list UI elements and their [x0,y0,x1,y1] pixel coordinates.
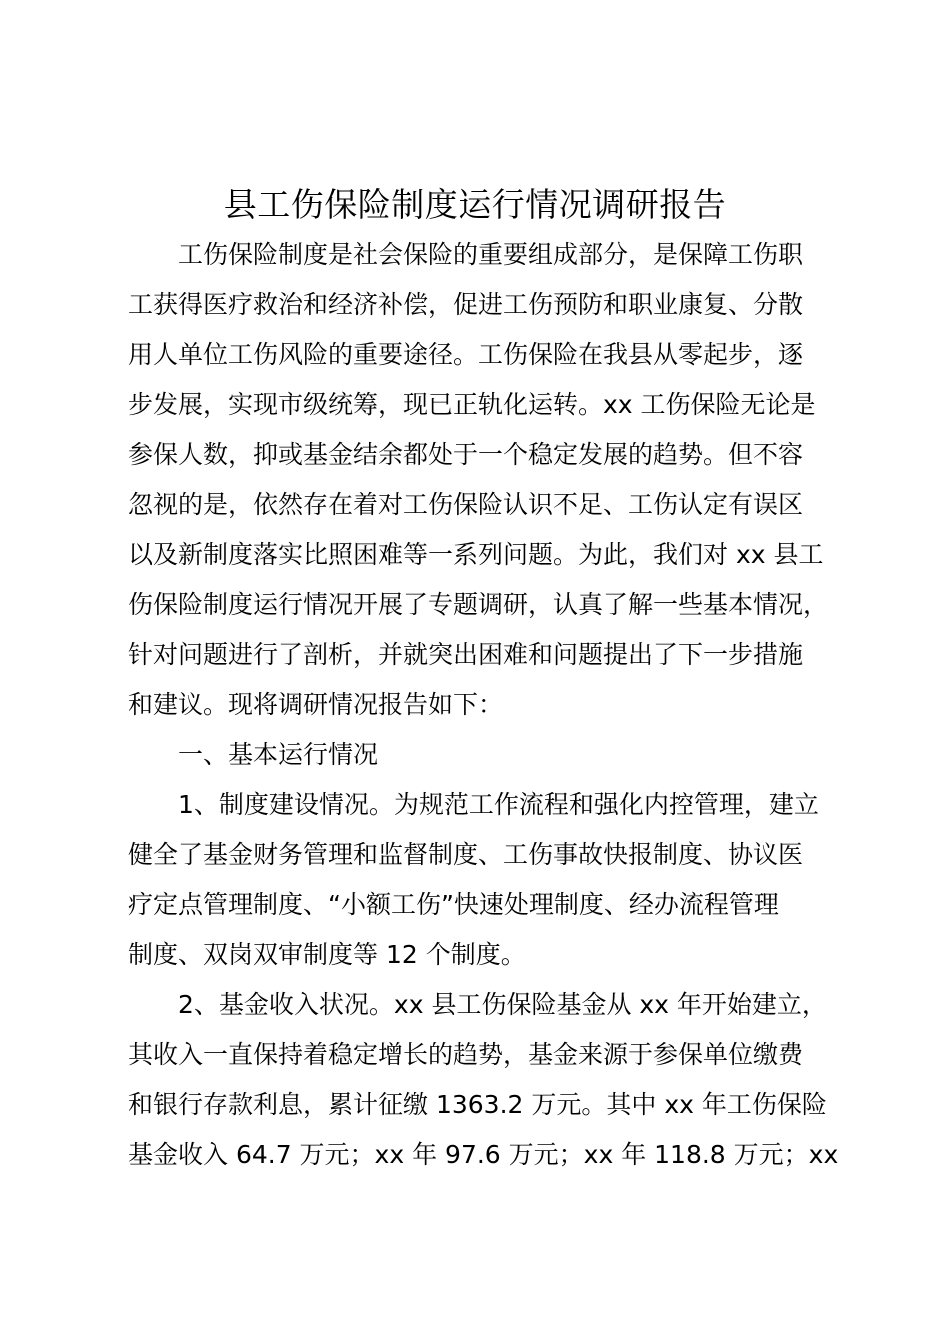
paragraph-line: 基金收入 64.7 万元；xx 年 97.6 万元；xx 年 118.8 万元；xx [128,1140,839,1169]
paragraph-line: 参保人数，抑或基金结余都处于一个稳定发展的趋势。但不容 [128,440,804,469]
paragraph-line: 步发展，实现市级统筹，现已正轨化运转。xx 工伤保险无论是 [128,390,816,419]
paragraph-line: 2、基金收入状况。xx 县工伤保险基金从 xx 年开始建立， [178,990,827,1019]
paragraph-line: 以及新制度落实比照困难等一系列问题。为此，我们对 xx 县工 [128,540,824,569]
section-heading: 一、基本运行情况 [178,740,379,769]
paragraph-line: 制度、双岗双审制度等 12 个制度。 [128,940,526,969]
paragraph-line: 疗定点管理制度、“小额工伤”快速处理制度、经办流程管理 [128,890,779,919]
paragraph-line: 和银行存款利息，累计征缴 1363.2 万元。其中 xx 年工伤保险 [128,1090,827,1119]
paragraph-line: 工伤保险制度是社会保险的重要组成部分，是保障工伤职 [178,240,804,269]
paragraph-line: 和建议。现将调研情况报告如下： [128,690,504,719]
paragraph-line: 其收入一直保持着稳定增长的趋势，基金来源于参保单位缴费 [128,1040,804,1069]
paragraph-line: 工获得医疗救治和经济补偿，促进工伤预防和职业康复、分散 [128,290,804,319]
paragraph-line: 1、制度建设情况。为规范工作流程和强化内控管理，建立 [178,790,819,819]
paragraph-line: 健全了基金财务管理和监督制度、工伤事故快报制度、协议医 [128,840,804,869]
paragraph-line: 忽视的是，依然存在着对工伤保险认识不足、工伤认定有误区 [128,490,804,519]
paragraph-line: 伤保险制度运行情况开展了专题调研，认真了解一些基本情况， [128,590,829,619]
paragraph-line: 用人单位工伤风险的重要途径。工伤保险在我县从零起步，逐 [128,340,804,369]
paragraph-line: 针对问题进行了剖析，并就突出困难和问题提出了下一步措施 [128,640,804,669]
document-title: 县工伤保险制度运行情况调研报告 [223,185,727,224]
